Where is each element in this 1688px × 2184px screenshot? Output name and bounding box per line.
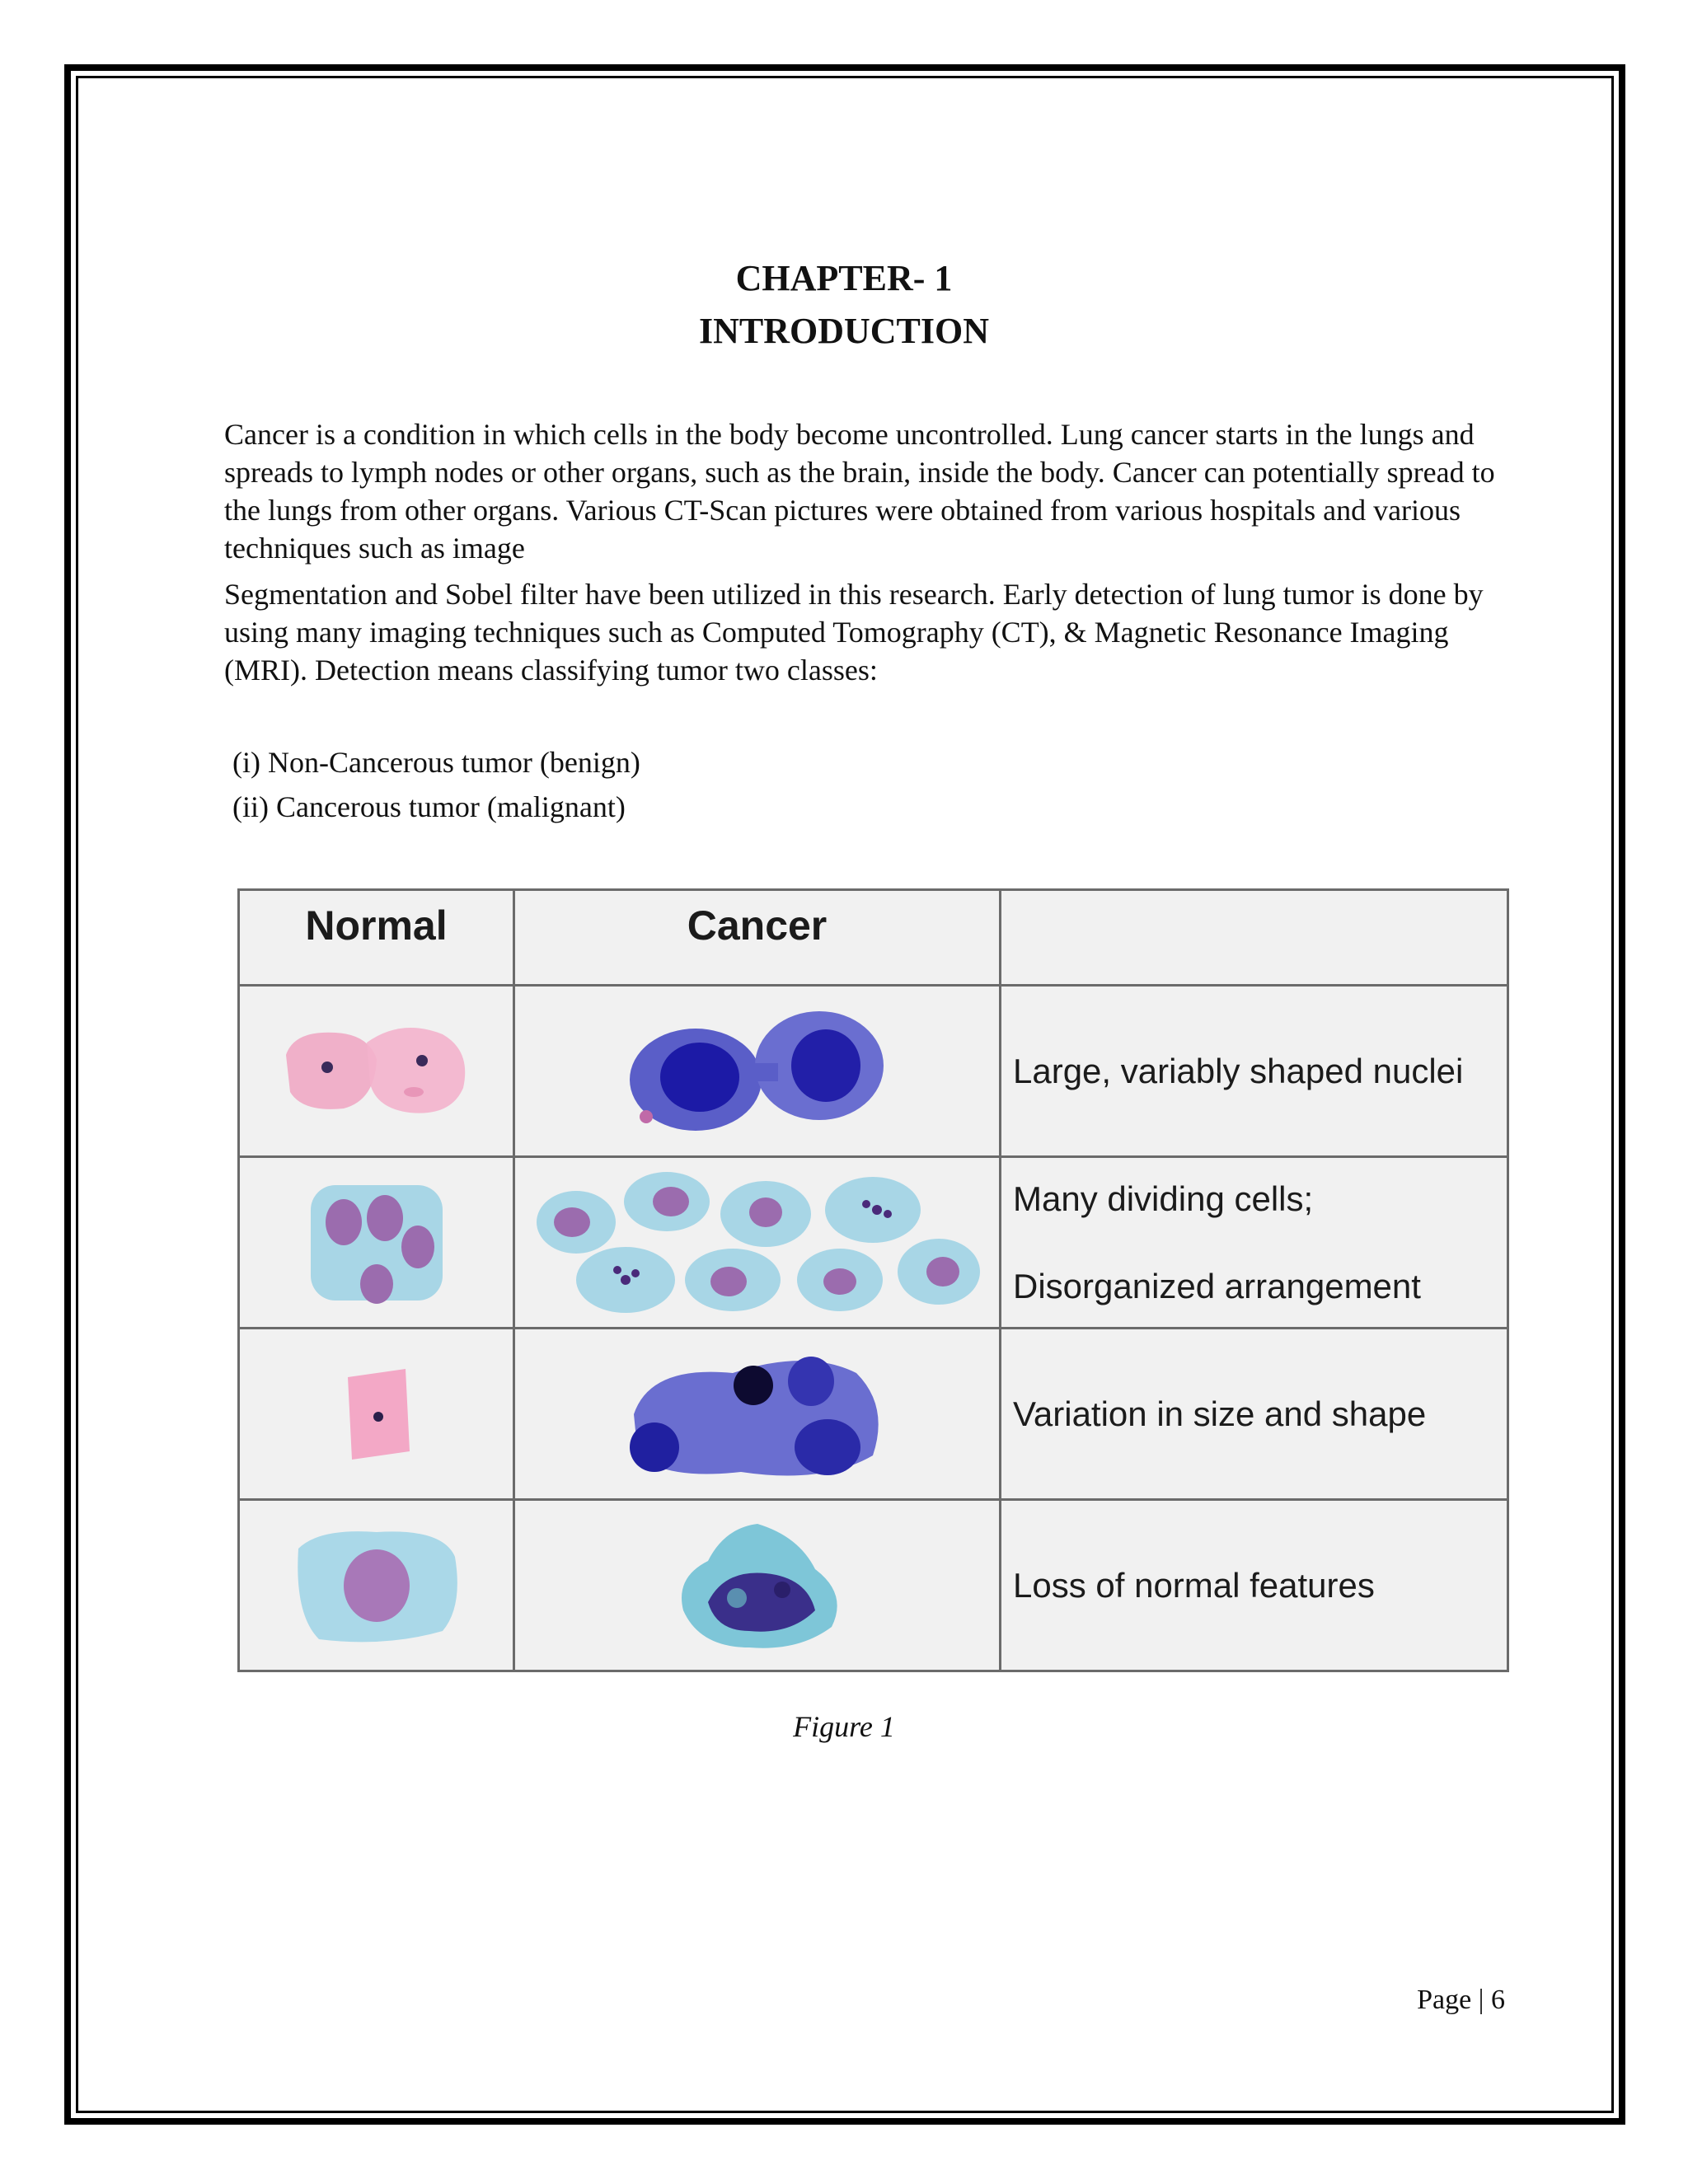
cancer-cell-image bbox=[659, 1511, 856, 1660]
cancer-cell-image bbox=[527, 1165, 988, 1321]
figure-row-size-shape bbox=[239, 1329, 1508, 1500]
description-dividing-1: Many dividing cells; bbox=[1013, 1179, 1314, 1218]
chapter-number: CHAPTER- 1 bbox=[735, 258, 953, 298]
normal-cell-image bbox=[327, 1352, 426, 1476]
header-cancer: Cancer bbox=[687, 902, 828, 949]
cancer-cell-image bbox=[617, 1340, 898, 1488]
description-dividing-2: Disorganized arrangement bbox=[1013, 1266, 1421, 1305]
figure-caption: Figure 1 bbox=[793, 1710, 895, 1743]
normal-cell-image bbox=[270, 1010, 484, 1133]
description-size-shape: Variation in size and shape bbox=[1013, 1394, 1427, 1433]
intro-paragraph-1: Cancer is a condition in which cells in the body become uncontrolled. Lung cancer starts in the lungs and spreads to lymph nodes or other organs, such as the brain, inside the body. Cancer can potentially spread to the lungs from other organs. Various CT-Scan pictures were obtained from various hospitals and various techniques such as image bbox=[224, 418, 1495, 565]
header-normal: Normal bbox=[305, 902, 448, 949]
class-list-item-malignant: (ii) Cancerous tumor (malignant) bbox=[232, 790, 626, 823]
page-number: Page | 6 bbox=[1417, 1985, 1505, 2015]
chapter-title: INTRODUCTION bbox=[698, 311, 990, 351]
class-list-item-benign: (i) Non-Cancerous tumor (benign) bbox=[232, 746, 640, 779]
figure-row-features bbox=[239, 1500, 1508, 1671]
figure-table bbox=[237, 888, 1509, 1672]
cancer-cell-image bbox=[621, 1001, 893, 1141]
normal-cell-image bbox=[294, 1169, 459, 1317]
description-features: Loss of normal features bbox=[1013, 1565, 1375, 1605]
normal-cell-image bbox=[286, 1516, 467, 1656]
figure-header-row bbox=[239, 890, 1508, 986]
figure-row-dividing bbox=[239, 1157, 1508, 1329]
figure-row-nuclei bbox=[239, 986, 1508, 1157]
intro-paragraph-2: Segmentation and Sobel filter have been utilized in this research. Early detection of lung tumor is done by using many imaging techniques such as Computed Tomography (CT), & Magnetic Resonance Imaging (MRI). Detection means classifying tumor two classes: bbox=[224, 578, 1484, 687]
description-nuclei: Large, variably shaped nuclei bbox=[1013, 1051, 1464, 1090]
